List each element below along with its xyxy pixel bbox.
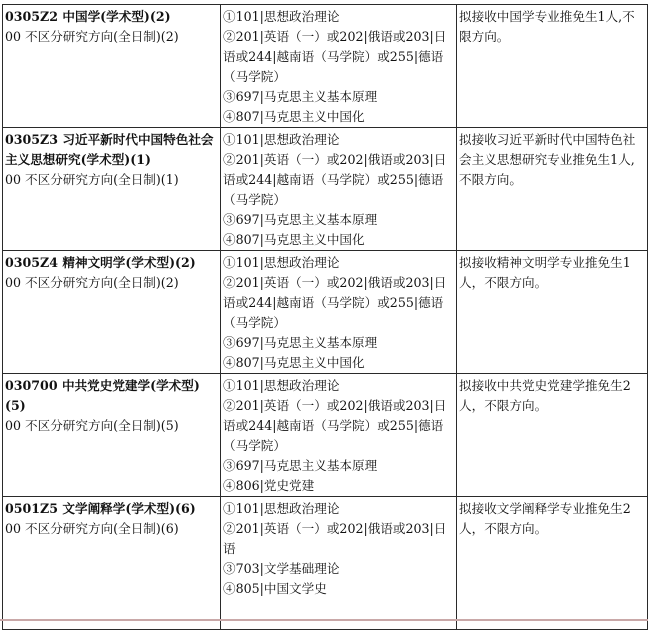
remark-text: 拟接收中国学专业推免生1人,不限方向。 [459,9,635,44]
exam-subject: ②201|英语（一）或202|俄语或203|日语 [223,521,447,556]
exam-subject: ④807|马克思主义中国化 [223,109,365,124]
research-direction: 00 不区分研究方向(全日制)(5) [5,418,179,433]
table-row [3,5,648,128]
exam-subject: ③697|马克思主义基本原理 [223,89,378,104]
exam-subject: ④805|中国文学史 [223,581,327,596]
exam-subject: ①101|思想政治理论 [223,378,340,393]
note-cell [457,497,648,630]
exam-subject: ②201|英语（一）或202|俄语或203|日语或244|越南语（马学院）或255|德语（马学院） [223,275,447,330]
major-title: 030700 中共党史党建学(学术型)(5) [5,378,200,413]
major-cell [3,374,221,497]
exam-subject: ④807|马克思主义中国化 [223,232,365,247]
research-direction: 00 不区分研究方向(全日制)(2) [5,275,179,290]
exam-subject: ③697|马克思主义基本原理 [223,212,378,227]
note-cell [457,251,648,374]
exam-subject: ①101|思想政治理论 [223,9,340,24]
table-row [3,128,648,251]
remark-text: 拟接收中共党史党建学推免生2人，不限方向。 [459,378,631,413]
major-title: 0305Z4 精神文明学(学术型)(2) [5,255,196,270]
exam-subject: ②201|英语（一）或202|俄语或203|日语或244|越南语（马学院）或255|德语（马学院） [223,398,447,453]
exam-subject: ④807|马克思主义中国化 [223,355,365,370]
major-cell [3,497,221,630]
exam-subject: ③697|马克思主义基本原理 [223,458,378,473]
table-row [3,374,648,497]
major-title: 0305Z3 习近平新时代中国特色社会主义思想研究(学术型)(1) [5,132,214,167]
note-cell [457,5,648,128]
exam-subject: ③697|马克思主义基本原理 [223,335,378,350]
exam-subject: ①101|思想政治理论 [223,132,340,147]
exam-subjects-cell [221,251,457,374]
exam-subject: ③703|文学基础理论 [223,561,340,576]
exam-subject: ④806|党史党建 [223,478,315,493]
research-direction: 00 不区分研究方向(全日制)(2) [5,29,179,44]
exam-subjects-cell [221,497,457,630]
exam-subject: ①101|思想政治理论 [223,255,340,270]
note-cell [457,374,648,497]
remark-text: 拟接收习近平新时代中国特色社会主义思想研究专业推免生1人,不限方向。 [459,132,636,187]
remark-text: 拟接收精神文明学专业推免生1人，不限方向。 [459,255,631,290]
table-row [3,251,648,374]
table-row [3,497,648,630]
major-title: 0501Z5 文学阐释学(学术型)(6) [5,501,196,516]
exam-subject: ②201|英语（一）或202|俄语或203|日语或244|越南语（马学院）或255|德语（马学院） [223,152,447,207]
exam-subject: ②201|英语（一）或202|俄语或203|日语或244|越南语（马学院）或255|德语（马学院） [223,29,447,84]
exam-subject: ①101|思想政治理论 [223,501,340,516]
research-direction: 00 不区分研究方向(全日制)(6) [5,521,179,536]
remark-text: 拟接收文学阐释学专业推免生2人，不限方向。 [459,501,631,536]
exam-subjects-cell [221,5,457,128]
note-cell [457,128,648,251]
major-title: 0305Z2 中国学(学术型)(2) [5,9,171,24]
research-direction: 00 不区分研究方向(全日制)(1) [5,172,179,187]
exam-subjects-cell [221,374,457,497]
page-bottom-rule [0,619,648,621]
major-cell [3,128,221,251]
exam-subjects-cell [221,128,457,251]
major-cell [3,251,221,374]
major-cell [3,5,221,128]
admissions-table [2,4,648,630]
